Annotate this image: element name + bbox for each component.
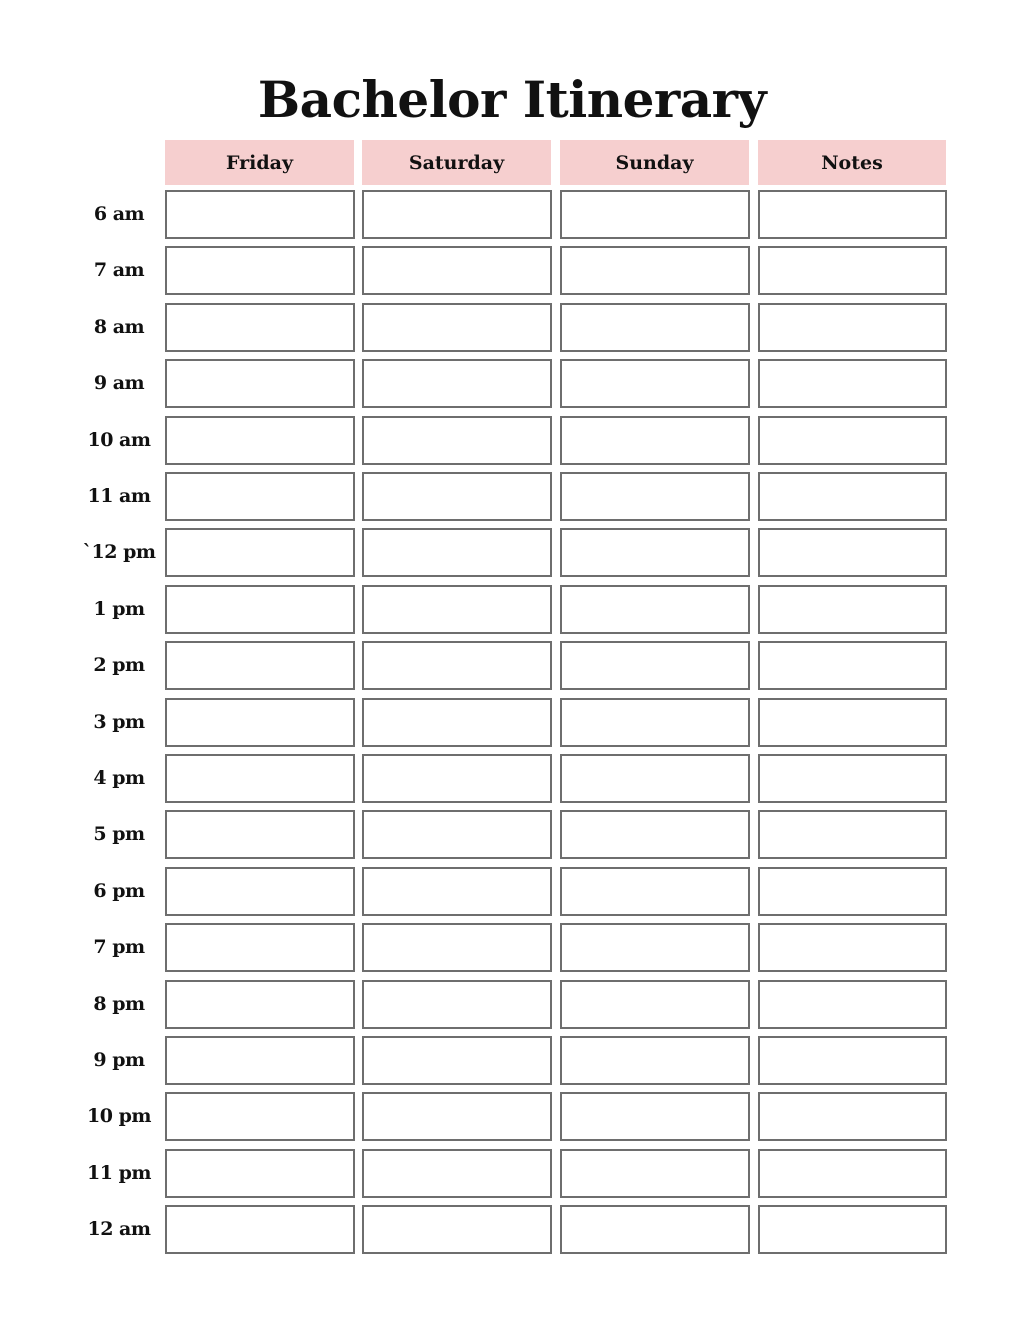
entry-cell-friday[interactable] — [165, 1036, 355, 1085]
time-label: 9 pm — [93, 1049, 145, 1071]
time-label: 6 pm — [93, 880, 145, 902]
entry-cell-sunday[interactable] — [560, 1092, 750, 1141]
entry-cell-notes[interactable] — [758, 754, 947, 803]
entry-cell-friday[interactable] — [165, 359, 355, 408]
entry-cell-sunday[interactable] — [560, 528, 750, 577]
entry-cell-saturday[interactable] — [362, 641, 552, 690]
time-label: 9 am — [93, 372, 145, 394]
entry-cell-saturday[interactable] — [362, 923, 552, 972]
entry-cell-sunday[interactable] — [560, 641, 750, 690]
time-label: 2 pm — [93, 654, 145, 676]
entry-cell-sunday[interactable] — [560, 416, 750, 465]
entry-cell-saturday[interactable] — [362, 698, 552, 747]
entry-cell-sunday[interactable] — [560, 754, 750, 803]
entry-cell-friday[interactable] — [165, 303, 355, 352]
entry-cell-friday[interactable] — [165, 641, 355, 690]
entry-cell-notes[interactable] — [758, 1149, 947, 1198]
entry-cell-saturday[interactable] — [362, 472, 552, 521]
column-header-friday: Friday — [165, 140, 354, 185]
entry-cell-friday[interactable] — [165, 528, 355, 577]
entry-cell-notes[interactable] — [758, 698, 947, 747]
entry-cell-saturday[interactable] — [362, 980, 552, 1029]
entry-cell-notes[interactable] — [758, 923, 947, 972]
column-header-sunday: Sunday — [560, 140, 749, 185]
entry-cell-sunday[interactable] — [560, 1149, 750, 1198]
time-label: 4 pm — [93, 767, 145, 789]
entry-cell-saturday[interactable] — [362, 1205, 552, 1254]
entry-cell-saturday[interactable] — [362, 1092, 552, 1141]
entry-cell-sunday[interactable] — [560, 923, 750, 972]
time-label: 7 am — [93, 259, 145, 281]
entry-cell-notes[interactable] — [758, 359, 947, 408]
entry-cell-sunday[interactable] — [560, 1205, 750, 1254]
entry-cell-sunday[interactable] — [560, 303, 750, 352]
entry-cell-saturday[interactable] — [362, 585, 552, 634]
entry-cell-notes[interactable] — [758, 246, 947, 295]
entry-cell-notes[interactable] — [758, 528, 947, 577]
entry-cell-friday[interactable] — [165, 416, 355, 465]
entry-cell-friday[interactable] — [165, 246, 355, 295]
column-header-saturday: Saturday — [362, 140, 551, 185]
entry-cell-friday[interactable] — [165, 980, 355, 1029]
entry-cell-sunday[interactable] — [560, 810, 750, 859]
entry-cell-notes[interactable] — [758, 641, 947, 690]
entry-cell-saturday[interactable] — [362, 1036, 552, 1085]
entry-cell-notes[interactable] — [758, 1092, 947, 1141]
time-label: 12 am — [87, 1218, 151, 1240]
entry-cell-friday[interactable] — [165, 1205, 355, 1254]
entry-cell-friday[interactable] — [165, 190, 355, 239]
entry-cell-friday[interactable] — [165, 923, 355, 972]
entry-cell-notes[interactable] — [758, 303, 947, 352]
entry-cell-sunday[interactable] — [560, 980, 750, 1029]
entry-cell-sunday[interactable] — [560, 359, 750, 408]
entry-cell-sunday[interactable] — [560, 246, 750, 295]
entry-cell-saturday[interactable] — [362, 867, 552, 916]
entry-cell-friday[interactable] — [165, 472, 355, 521]
entry-cell-sunday[interactable] — [560, 1036, 750, 1085]
page-title: Bachelor Itinerary — [257, 70, 767, 129]
time-label: 6 am — [93, 203, 145, 225]
entry-cell-saturday[interactable] — [362, 359, 552, 408]
entry-cell-notes[interactable] — [758, 1205, 947, 1254]
time-label: 10 pm — [87, 1105, 151, 1127]
entry-cell-saturday[interactable] — [362, 246, 552, 295]
time-label: 10 am — [87, 429, 151, 451]
entry-cell-friday[interactable] — [165, 754, 355, 803]
entry-cell-saturday[interactable] — [362, 303, 552, 352]
entry-cell-friday[interactable] — [165, 867, 355, 916]
time-label: 1 pm — [93, 598, 145, 620]
entry-cell-saturday[interactable] — [362, 190, 552, 239]
entry-cell-saturday[interactable] — [362, 528, 552, 577]
entry-cell-notes[interactable] — [758, 867, 947, 916]
entry-cell-sunday[interactable] — [560, 698, 750, 747]
entry-cell-saturday[interactable] — [362, 1149, 552, 1198]
column-header-notes: Notes — [758, 140, 946, 185]
entry-cell-notes[interactable] — [758, 810, 947, 859]
entry-cell-friday[interactable] — [165, 1092, 355, 1141]
entry-cell-notes[interactable] — [758, 980, 947, 1029]
entry-cell-friday[interactable] — [165, 1149, 355, 1198]
time-label: 5 pm — [93, 823, 145, 845]
time-label: 7 pm — [93, 936, 145, 958]
entry-cell-notes[interactable] — [758, 190, 947, 239]
entry-cell-saturday[interactable] — [362, 810, 552, 859]
time-label: 11 am — [87, 485, 151, 507]
entry-cell-friday[interactable] — [165, 698, 355, 747]
entry-cell-friday[interactable] — [165, 810, 355, 859]
entry-cell-friday[interactable] — [165, 585, 355, 634]
time-label: 3 pm — [93, 711, 145, 733]
entry-cell-saturday[interactable] — [362, 754, 552, 803]
entry-cell-sunday[interactable] — [560, 190, 750, 239]
entry-cell-sunday[interactable] — [560, 867, 750, 916]
time-label: `12 pm — [82, 541, 156, 563]
time-label: 8 am — [93, 316, 145, 338]
time-label: 11 pm — [87, 1162, 151, 1184]
entry-cell-notes[interactable] — [758, 472, 947, 521]
entry-cell-notes[interactable] — [758, 585, 947, 634]
entry-cell-sunday[interactable] — [560, 472, 750, 521]
entry-cell-notes[interactable] — [758, 1036, 947, 1085]
time-label: 8 pm — [93, 993, 145, 1015]
entry-cell-notes[interactable] — [758, 416, 947, 465]
entry-cell-sunday[interactable] — [560, 585, 750, 634]
entry-cell-saturday[interactable] — [362, 416, 552, 465]
